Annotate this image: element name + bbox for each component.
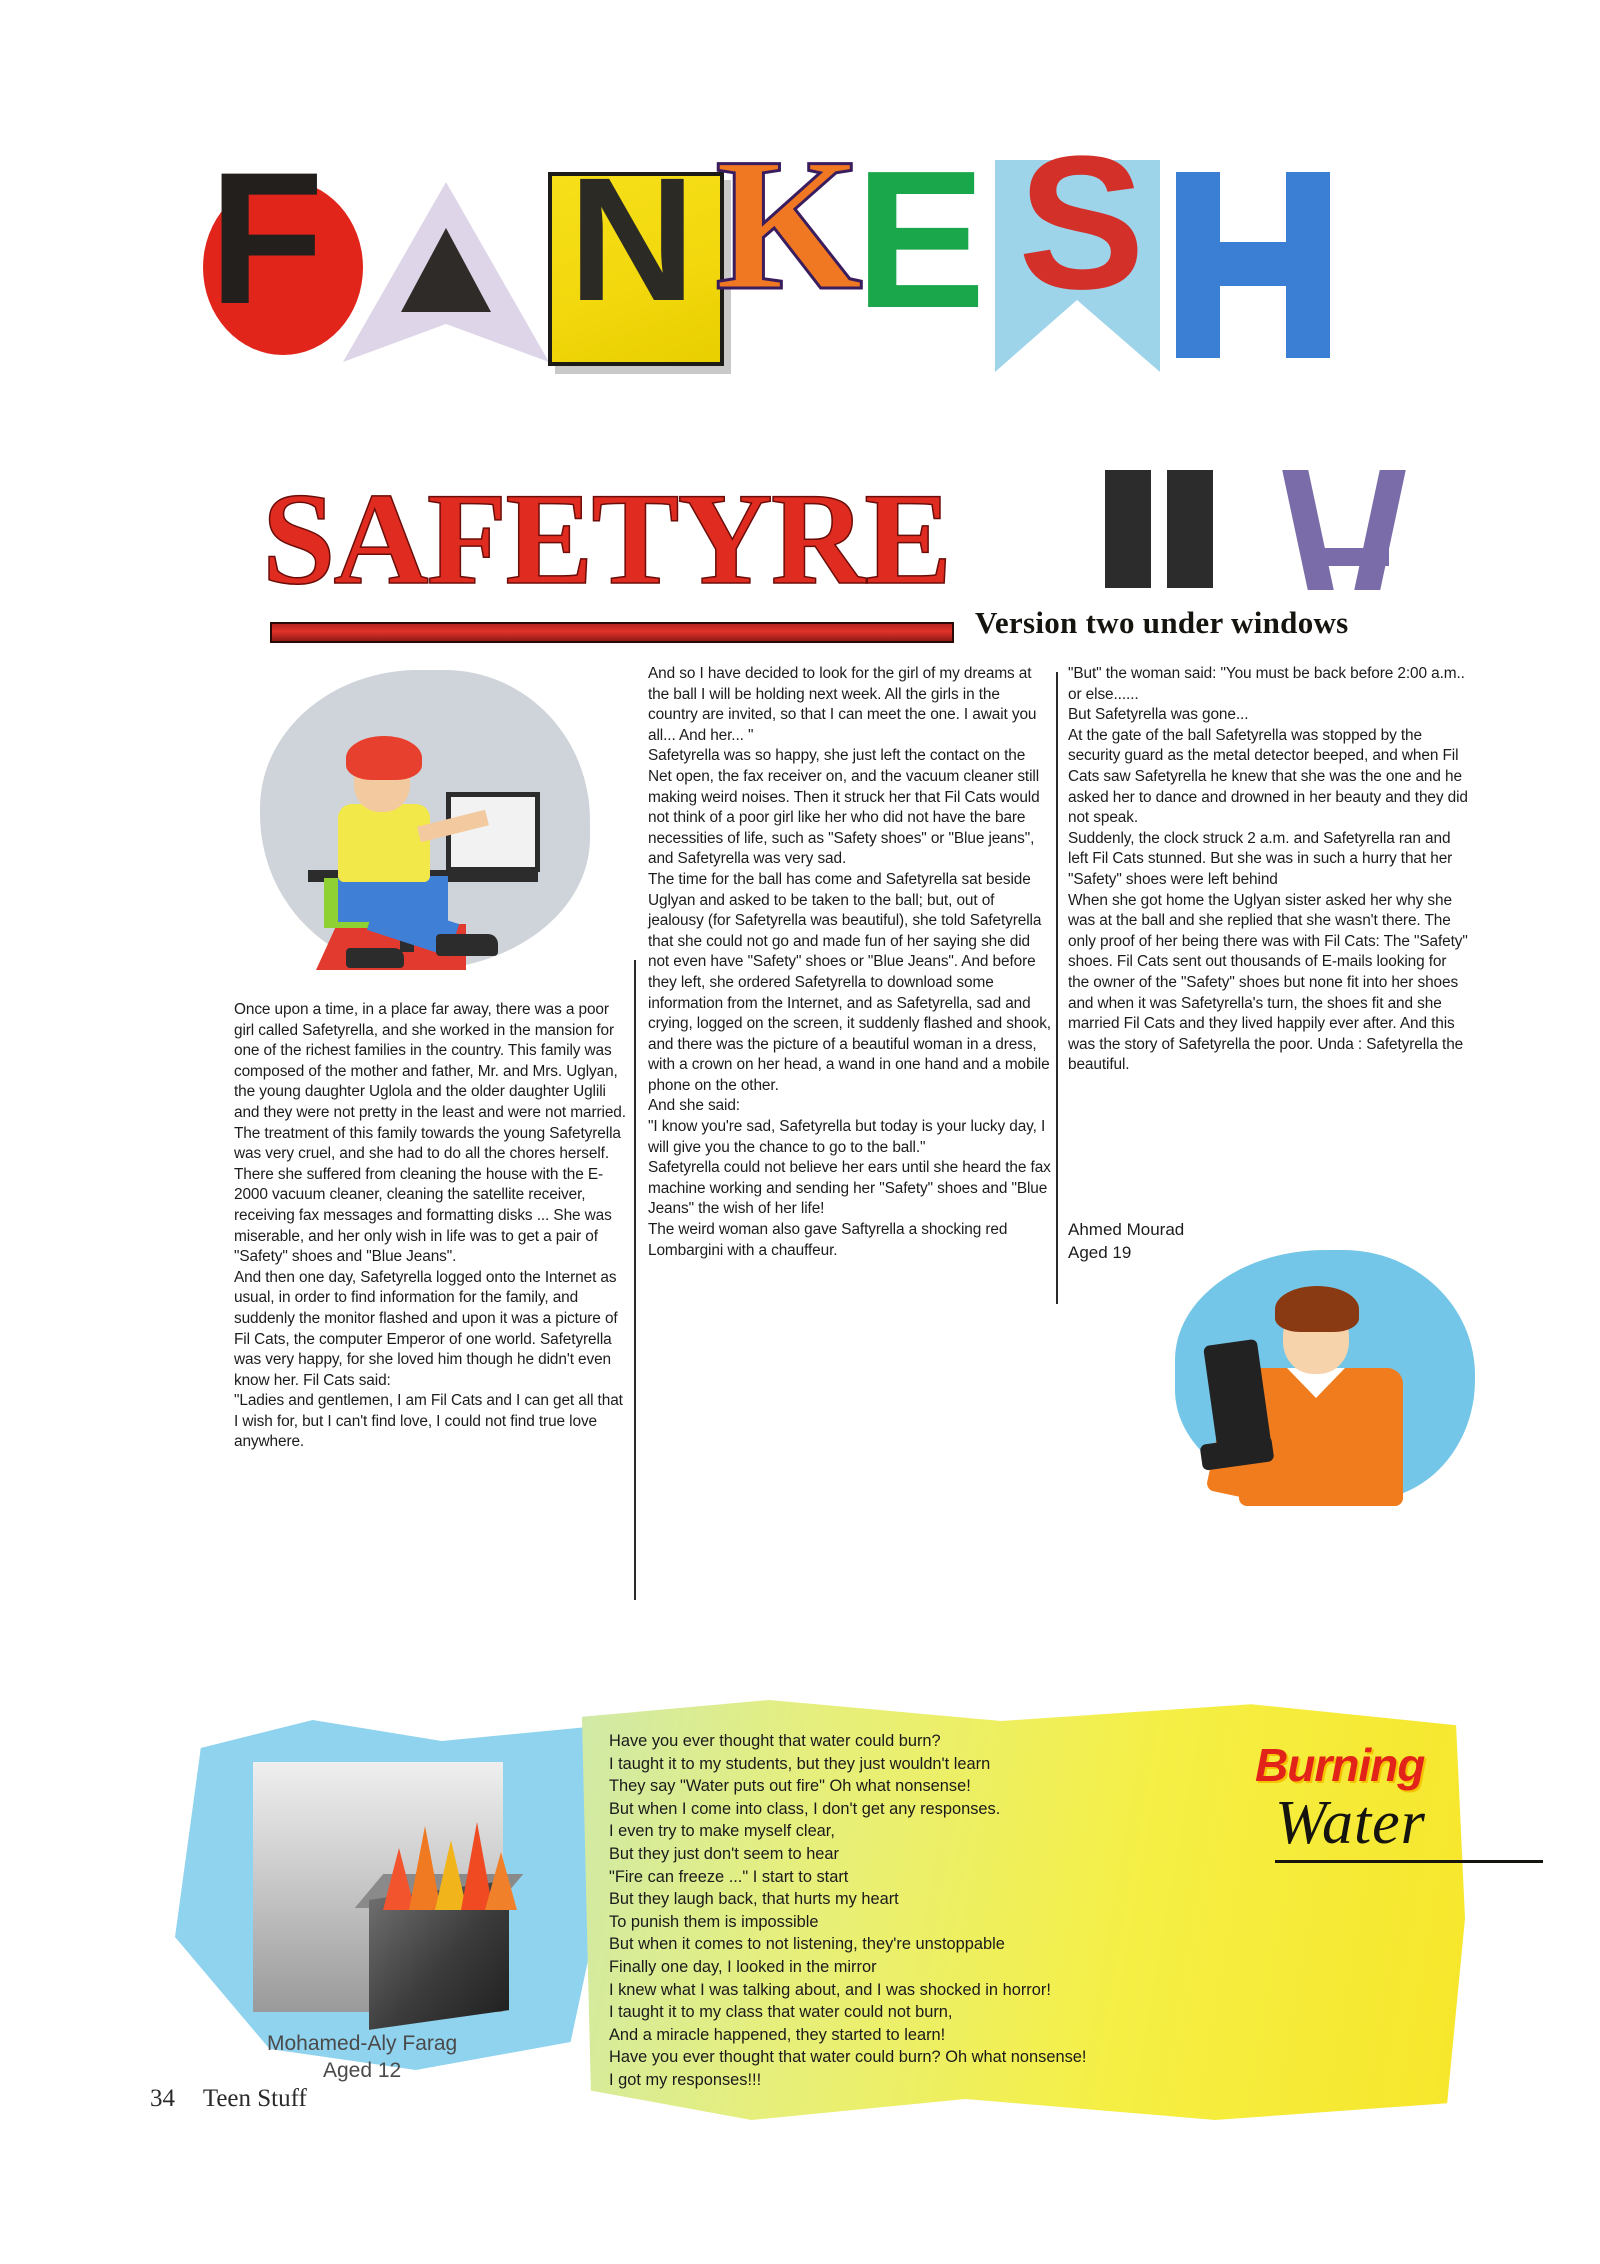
story-paragraph: "I know you're sad, Safetyrella but today is your lucky day, I will give you the chance to go to the ball." [648,1118,1046,1156]
story-column-2 [648,664,1052,1261]
burning-water-title-line2: Water [1275,1789,1426,1857]
story-column-3 [1068,664,1468,1076]
girl-shirt [338,804,430,882]
letter-e-glyph: E [855,130,986,349]
story-subtitle: Version two under windows [975,605,1349,640]
story-paragraph: But Safetyrella was gone... [1068,706,1249,724]
credit-age: Aged 12 [323,2059,402,2082]
page-footer [150,2085,307,2113]
letter-n-glyph: N [568,142,696,338]
story-paragraph: Safetyrella was so happy, she just left the contact on the Net open, the fax receiver on, and the vacuum cleaner still making weird noises. Then it struck her that Fil Cats would not think of a poor girl like her who did not have the bare necessities of life, such as "Safety shoes" or "Blue jeans", and Safetyrella was very sad. [648,747,1040,868]
story-title: SAFETYRE [262,465,951,612]
masthead-letter-k [715,120,875,364]
masthead-letter-h [1170,172,1340,362]
poem-line: But they just don't seem to hear [609,1844,839,1863]
story-paragraph: Once upon a time, in a place far away, there was a poor girl called Safetyrella, and she worked in the mansion for one of the richest families in the country. This family was composed of the mother and father, Mr. and Mrs. Uglyan, the young daughter Uglola and the older daughter Uglili and they were not pretty in the least and were not married. The treatment of this family towards the young Safetyrella was very cruel, and she had to do all the chores herself. There she suffered from cleaning the house with the E-2000 vacuum cleaner, cleaning the satellite receiver, receiving fax messages and formatting disks ... She was miserable, and her only wish in life was to get a pair of "Safety" shoes and "Blue Jeans". [234,1001,626,1266]
column-divider-right [1056,672,1058,1304]
poem-line: To punish them is impossible [609,1912,819,1931]
burning-water-title-line1: Burning [1255,1739,1425,1791]
poem-line: But when I come into class, I don't get any responses. [609,1799,1001,1818]
story-paragraph: Safetyrella could not believe her ears until she heard the fax machine working and sending her "Safety" shoes and "Blue Jeans" the wish of her life! [648,1159,1051,1218]
poem-line: Have you ever thought that water could burn? Oh what nonsense! [609,2048,1087,2067]
letter-a-inner [401,228,491,312]
credit-author: Mohamed-Aly Farag [267,2032,458,2055]
boot-icon-right [1167,470,1213,588]
masthead-fankesh [195,117,1485,390]
burning-water-section [175,1700,1465,2140]
poem-line: And a miracle happened, they started to learn! [609,2025,946,2044]
story-paragraph: "Ladies and gentlemen, I am Fil Cats and I can get all that I wish for, but I can't find love, I could not find true love anywhere. [234,1392,623,1451]
poem-line: I got my responses!!! [609,2070,762,2089]
letter-s-glyph: S [1018,117,1145,329]
story-paragraph: The weird woman also gave Saftyrella a shocking red Lombargini with a chauffeur. [648,1221,1008,1259]
magazine-name: Teen Stuff [202,2085,307,2112]
poem-line: "Fire can freeze ..." I start to start [609,1867,849,1886]
poem-line: I taught it to my class that water could not burn, [609,2003,953,2022]
poem-line: But they laugh back, that hurts my heart [609,1890,899,1909]
girl-shoe-front [436,934,498,956]
story-paragraph: When she got home the Uglyan sister asked her why she was at the ball and she replied that she wasn't there. The only proof of her being there was with Fil Cats: The "Safety" shoes. Fil Cats sent out thousands of E-mails looking for the owner of the "Safety" shoes but none fit into her shoes and when it was Safetyrella's turn, the shoes fit and she married Fil Cats and they lived happily ever after. And this was the story of Safetyrella the poor. Unda : Safetyrella the beautiful. [1068,891,1468,1074]
flame-icon [379,1820,511,1910]
story-byline [1068,1218,1184,1264]
masthead-letter-n [548,142,724,366]
poem-line: But when it comes to not listening, they're unstoppable [609,1935,1005,1954]
title-rule [270,622,954,643]
title-boots-decoration [1105,470,1280,588]
byline-author: Ahmed Mourad [1068,1220,1185,1239]
illustration-girl-at-computer [250,662,600,992]
poem-line: Finally one day, I looked in the mirror [609,1957,877,1976]
poem-line: I even try to make myself clear, [609,1822,835,1841]
letter-a-notch [343,324,549,362]
masthead-letter-a [343,154,553,369]
letter-k-glyph: K [715,120,863,330]
story-paragraph: And so I have decided to look for the girl of my dreams at the ball I will be holding next week. All the girls in the country are invited, so that I can meet the one. I await you all... And her... " [648,665,1037,744]
story-paragraph: The time for the ball has come and Safetyrella sat beside Uglyan and asked to be taken to the ball; but, out of jealousy (for Safetyrella was beautiful), she told Safetyrella that she could not go and made fun of her saying she did not even have "Safety" shoes or "Blue Jeans". And before they left, she ordered Safetyrella to download some information from the Internet, and as Safetyrella, sad and crying, logged on the screen, it suddenly flashed and shook, and there was the picture of a beautiful woman in a dress, with a crown on her head, a wand in one hand and a mobile phone on the other. [648,870,1051,1094]
story-column-1 [234,1000,626,1453]
girl-hair [346,736,422,780]
letter-h-crossbar [1176,242,1330,286]
byline-age: Aged 19 [1068,1243,1132,1262]
story-paragraph: And then one day, Safetyrella logged onto the Internet as usual, in order to find information for the family, and suddenly the monitor flashed and upon it was a picture of Fil Cats, the computer Emperor of one world. Safetyrella was very happy, for she loved him though he didn't even know her. Fil Cats said: [234,1268,618,1389]
burning-water-photo [253,1762,503,2012]
burning-water-title-underline [1275,1860,1543,1863]
girl-shoe-back [346,948,404,968]
story-paragraph: At the gate of the ball Safetyrella was stopped by the security guard as the metal detector beeped, and when Fil Cats saw Safetyrella he knew that she was the one and he asked her to dance and drowned in her beauty and they did not speak. [1068,726,1468,827]
title-letter-a [1285,470,1415,592]
story-paragraph: "But" the woman said: "You must be back before 2:00 a.m.. or else...... [1068,665,1465,703]
poem-line: I taught it to my students, but they just wouldn't learn [609,1754,991,1773]
boot-icon-left [1105,470,1151,588]
burning-water-credit [267,2030,557,2084]
page-number: 34 [150,2085,175,2112]
masthead-letter-e [855,130,1005,375]
poem-line: I knew what I was talking about, and I was shocked in horror! [609,1980,1051,1999]
burning-water-poem [609,1730,1169,2092]
masthead-letter-s [985,117,1175,360]
poem-line: They say "Water puts out fire" Oh what nonsense! [609,1777,971,1796]
illustration-boy-with-boot [1175,1250,1475,1560]
story-paragraph: Suddenly, the clock struck 2 a.m. and Safetyrella ran and left Fil Cats stunned. But she was in such a hurry that her "Safety" shoes were left behind [1068,829,1453,888]
poem-line: Have you ever thought that water could burn? [609,1732,941,1750]
letter-f-glyph: F [209,133,320,343]
story-paragraph: And she said: [648,1097,740,1115]
column-divider-left [634,960,636,1600]
boy-hair [1275,1286,1359,1332]
